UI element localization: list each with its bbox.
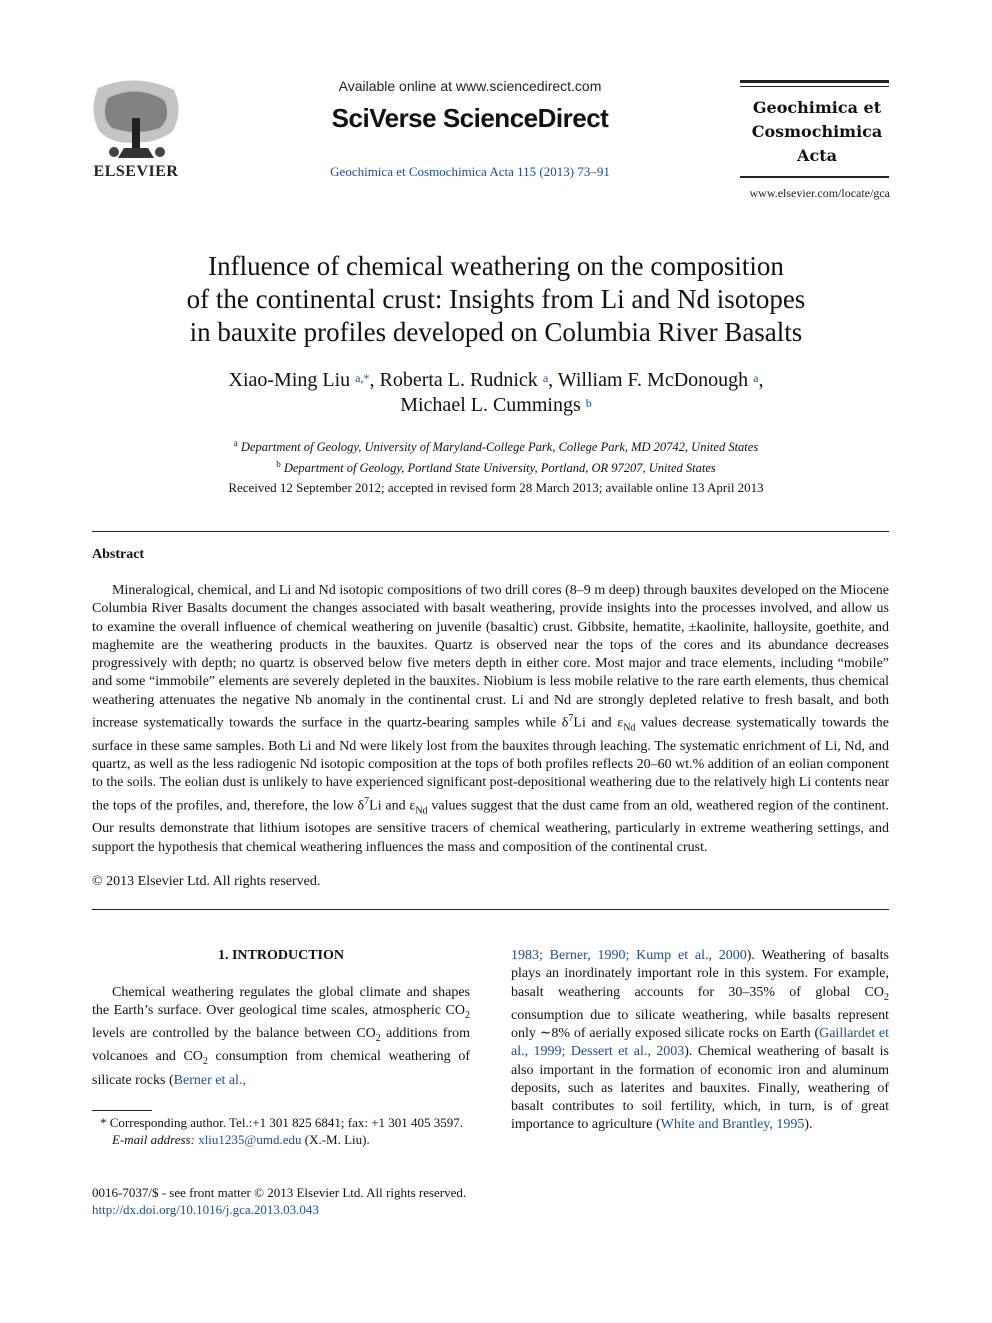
subscript: 2 xyxy=(202,1056,208,1068)
affiliation-text: Department of Geology, University of Maryland-College Park, College Park, MD 20742, United States xyxy=(240,440,759,455)
journal-url-link[interactable]: www.elsevier.com/locate/gca xyxy=(749,186,890,200)
subscript: Nd xyxy=(623,722,636,734)
title-line: Influence of chemical weathering on the composition xyxy=(208,251,784,281)
citation-link[interactable]: White and Brantley, 1995 xyxy=(660,1117,805,1133)
issn-doi-block xyxy=(92,1184,512,1218)
journal-citation-link[interactable]: Geochimica et Cosmochimica Acta 115 (2013) 73–91 xyxy=(330,164,610,179)
title-line: in bauxite profiles developed on Columbia River Basalts xyxy=(189,317,803,347)
author-name: Xiao-Ming Liu xyxy=(228,369,351,391)
body-text: ). Weathering of basalts plays an inordinately important role in this system. For example, basalt weathering accounts for 30–35% of global CO xyxy=(511,948,889,1000)
journal-bottom-rule xyxy=(740,176,889,178)
email-label: E-mail address: xyxy=(112,1132,195,1147)
platform-logo: SciVerse ScienceDirect xyxy=(331,103,609,133)
subscript: 2 xyxy=(465,1010,470,1022)
title-line: of the continental crust: Insights from Li and Nd isotopes xyxy=(186,284,806,314)
article-title xyxy=(100,250,892,349)
affiliation-item xyxy=(100,456,892,477)
doi-link[interactable]: http://dx.doi.org/10.1016/j.gca.2013.03.043 xyxy=(92,1202,319,1217)
author-affiliation-mark[interactable]: a xyxy=(542,371,549,385)
abstract-text: Mineralogical, chemical, and Li and Nd isotopic compositions of two drill cores (8–9 m deep) through bauxites developed on the Miocene Columbia River Basalts document the changes associated with basalt weathering, provide insights into the processes involved, and allow us to examine the overall influence of chemical weathering on juvenile (basaltic) crust. Gibbsite, hematite, ±kaolinite, halloysite, goethite, and maghemite are the weathering products in the bauxites. Quartz is observed near the tops of the cores and its abundance decreases progressively with depth; no quartz is observed below five meters depth in either core. Most major and trace elements, including “mobile” and some “immobile” elements are severely depleted in the bauxites. Niobium is less mobile relative to the rare earth elements, thus chemical weathering attenuates the negative Nb anomaly in the continental crust. Li and Nd are strongly depleted relative to fresh basalt, and both increase systematically towards the surface in the quartz-bearing samples while δ xyxy=(92,583,889,731)
superscript: 7 xyxy=(364,795,370,807)
author-name: Roberta L. Rudnick xyxy=(379,369,538,391)
footnote-email-line xyxy=(92,1131,470,1148)
abstract-text: values suggest that the dust came from an old, weathered region of the continent. Our results demonstrate that lithium isotopes are sensitive tracers of chemical weathering, particularly in extreme weathering settings, and support the hypothesis that chemical weathering influences the mass and composition of the continental crust. xyxy=(92,798,890,855)
affiliation-text: Department of Geology, Portland State University, Portland, OR 97207, United States xyxy=(283,461,716,476)
email-suffix: (X.-M. Liu). xyxy=(301,1132,370,1147)
citation-link[interactable]: Gaillardet et al., 1999; Dessert et al., 2003 xyxy=(511,1025,890,1060)
footnote-rule xyxy=(92,1110,152,1111)
body-text: ). xyxy=(804,1117,813,1133)
journal-name-line: Acta xyxy=(797,146,837,165)
citation-link[interactable]: 1983; Berner, 1990; Kump et al., 2000 xyxy=(511,948,747,963)
journal-top-rule-1 xyxy=(740,80,889,83)
journal-top-rule-2 xyxy=(740,86,889,87)
abstract-bottom-rule xyxy=(92,909,889,910)
abstract-body xyxy=(92,582,889,857)
subscript: Nd xyxy=(415,805,428,817)
intro-left-column xyxy=(92,984,470,1090)
elsevier-wordmark: ELSEVIER xyxy=(93,163,179,180)
citation-link[interactable]: Berner et al., xyxy=(173,1072,246,1088)
author-name: William F. McDonough xyxy=(557,369,749,391)
affiliation-mark: a xyxy=(233,438,238,448)
body-text: ). Chemical weathering of basalt is also important in the formation of economic iron and aluminum deposits, such as laterites and bauxites. Finally, weathering of basalt contributes to soil fertility, which, in turn, is of great importance to agriculture ( xyxy=(511,1044,889,1133)
abstract-text: Li and ε xyxy=(369,798,416,814)
affiliations xyxy=(100,435,892,477)
body-text: additions from volcanoes and CO xyxy=(92,1026,470,1065)
section-heading-introduction: 1. INTRODUCTION xyxy=(217,948,344,963)
received-dates: Received 12 September 2012; accepted in revised form 28 March 2013; available online 13 April 2013 xyxy=(228,480,764,495)
author-separator: , xyxy=(369,369,380,391)
journal-name-line: Cosmochimica xyxy=(751,122,883,141)
author-separator: , xyxy=(548,369,558,391)
journal-name xyxy=(740,96,894,168)
body-text: Chemical weathering regulates the global climate and shapes the Earth’s surface. Over geological time scales, atmospheric CO xyxy=(92,985,470,1019)
author-affiliation-mark[interactable]: a xyxy=(753,371,759,385)
journal-name-line: Geochimica et xyxy=(752,98,882,117)
subscript: 2 xyxy=(375,1033,381,1045)
body-text: consumption from chemical weathering of silicate rocks ( xyxy=(92,1049,470,1088)
affiliation-mark: b xyxy=(276,459,281,470)
abstract-top-rule xyxy=(92,531,889,532)
footnote-corresponding: * Corresponding author. Tel.:+1 301 825 6841; fax: +1 301 405 3597. xyxy=(100,1115,464,1130)
abstract-text: values decrease systematically towards the surface in these same samples. Both Li and Nd were likely lost from the bauxites through leaching. The systematic enrichment of Li, Nd, and quartz, as well as the less radiogenic Nd isotopic composition at the tops of both profiles reflects 20–60 wt.% addition of an eolian component to the soils. The eolian dust is unlikely to have experienced significant post-depositional weathering due to the relatively high Li contents near the tops of the profiles, and, therefore, the low δ xyxy=(92,715,889,814)
intro-right-column xyxy=(511,947,889,1135)
author-list xyxy=(100,368,892,418)
author-affiliation-mark[interactable]: b xyxy=(585,396,592,410)
corresponding-author-footnote xyxy=(92,1114,470,1148)
body-text: consumption due to silicate weathering, while basalts represent only ∼8% of aerially exposed silicate rocks on Earth ( xyxy=(511,1007,889,1041)
author-separator: , xyxy=(758,369,764,391)
email-link[interactable]: xliu1235@umd.edu xyxy=(198,1132,302,1147)
author-name: Michael L. Cummings xyxy=(400,394,581,416)
affiliation-item xyxy=(100,435,892,456)
author-affiliation-mark[interactable]: a,* xyxy=(355,371,370,385)
abstract-heading: Abstract xyxy=(92,547,145,562)
issn-line: 0016-7037/$ - see front matter © 2013 Elsevier Ltd. All rights reserved. xyxy=(92,1185,467,1200)
abstract-copyright: © 2013 Elsevier Ltd. All rights reserved. xyxy=(92,874,321,889)
superscript: 7 xyxy=(568,713,574,725)
subscript: 2 xyxy=(884,991,889,1003)
abstract-text: Li and ε xyxy=(573,715,624,731)
available-online: Available online at www.sciencedirect.com xyxy=(338,78,602,94)
body-text: levels are controlled by the balance between CO xyxy=(92,1026,376,1042)
